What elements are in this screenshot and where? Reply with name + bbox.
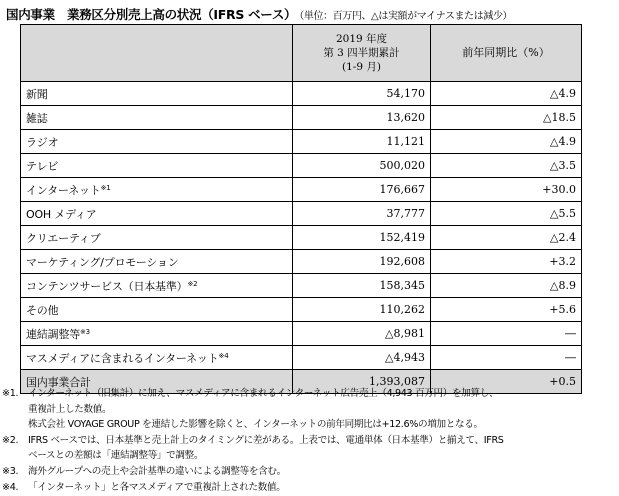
table-row xyxy=(21,298,582,322)
header-period-year: 2019 年度 xyxy=(335,33,388,45)
row-label: テレビ xyxy=(26,159,59,173)
row-label-cell xyxy=(21,226,293,250)
header-period-cell xyxy=(293,25,431,82)
row-label: 連結調整等 xyxy=(26,327,80,341)
row-label: コンテンツサービス（日本基準） xyxy=(26,279,188,293)
row-label-cell xyxy=(21,274,293,298)
row-value: 192,608 xyxy=(293,250,431,274)
table-row xyxy=(21,274,582,298)
row-label-cell xyxy=(21,130,293,154)
footnote-line xyxy=(2,480,616,496)
row-value: △8,981 xyxy=(293,322,431,346)
row-yoy: △5.5 xyxy=(431,202,582,226)
unit-note: （単位：百万円、△は実額がマイナスまたは減少） xyxy=(299,11,513,22)
row-yoy: +3.2 xyxy=(431,250,582,274)
row-label-cell xyxy=(21,202,293,226)
row-label-cell xyxy=(21,106,293,130)
segment-sales-table xyxy=(20,24,582,394)
row-yoy: +5.6 xyxy=(431,298,582,322)
row-value: 176,667 xyxy=(293,178,431,202)
row-yoy: △18.5 xyxy=(431,106,582,130)
footnote-text: 株式会社 VOYAGE GROUP を連結した影響を除くと、インターネットの前年同期比は+12.6%の増加となる。 xyxy=(28,419,483,431)
row-label: 新聞 xyxy=(26,87,48,101)
table-row xyxy=(21,154,582,178)
row-label-cell xyxy=(21,250,293,274)
row-note-ref: ※3 xyxy=(80,327,90,336)
row-label: 雑誌 xyxy=(26,111,48,125)
table-row xyxy=(21,226,582,250)
row-label-cell xyxy=(21,154,293,178)
row-label-cell xyxy=(21,178,293,202)
header-yoy-cell: 前年同期比（%） xyxy=(431,25,582,82)
row-label: その他 xyxy=(26,303,59,317)
footnote-mark: ※3. xyxy=(2,465,19,477)
row-yoy: △4.9 xyxy=(431,130,582,154)
table-row xyxy=(21,106,582,130)
table-row xyxy=(21,178,582,202)
row-label: OOH メディア xyxy=(26,207,97,221)
row-value: △4,943 xyxy=(293,346,431,370)
footnote-line xyxy=(2,386,616,402)
header-period-quarter: 第 3 四半期累計 xyxy=(323,47,400,59)
footnote-text: 重複計上した数値。 xyxy=(28,403,112,415)
row-label: マーケティング/プロモーション xyxy=(26,255,179,269)
footnote-mark: ※4. xyxy=(2,481,19,493)
row-yoy: △4.9 xyxy=(431,82,582,106)
footnote-text: 海外グループへの売上や会計基準の違いによる調整等を含む。 xyxy=(28,465,286,477)
footnote-line xyxy=(2,433,616,449)
row-label: クリエーティブ xyxy=(26,231,101,245)
row-yoy: ― xyxy=(431,322,582,346)
row-yoy: ― xyxy=(431,346,582,370)
row-value: 110,262 xyxy=(293,298,431,322)
footnote-text: IFRS ベースでは、日本基準と売上計上のタイミングに差がある。上表では、電通単体（日本基準）と揃えて、IFRS xyxy=(28,434,504,446)
row-label-cell xyxy=(21,298,293,322)
footnote-line xyxy=(2,448,616,464)
footnote-text: インターネット（旧集計）に加え、マスメディアに含まれるインターネット広告売上（4,943 百万円）を加算し、 xyxy=(28,388,499,399)
table-row xyxy=(21,82,582,106)
total-yoy: +0.5 xyxy=(431,370,582,394)
page-header xyxy=(6,4,616,22)
total-label: 国内事業合計 xyxy=(21,370,293,394)
row-yoy: △3.5 xyxy=(431,154,582,178)
row-value: 37,777 xyxy=(293,202,431,226)
footnote-text: ベースとの差額は「連結調整等」で調整。 xyxy=(28,450,204,462)
row-value: 158,345 xyxy=(293,274,431,298)
row-value: 500,020 xyxy=(293,154,431,178)
footnotes xyxy=(2,386,616,495)
footnote-line xyxy=(2,402,616,418)
footnote-mark: ※2. xyxy=(2,434,19,446)
row-label: インターネット xyxy=(26,183,101,197)
table-row xyxy=(21,130,582,154)
row-label-cell xyxy=(21,82,293,106)
footnote-mark: ※1. xyxy=(2,388,19,399)
table-header-row xyxy=(21,25,582,82)
row-label: ラジオ xyxy=(26,135,59,149)
row-note-ref: ※1 xyxy=(100,183,111,192)
row-yoy: +30.0 xyxy=(431,178,582,202)
table-row xyxy=(21,250,582,274)
row-label-cell xyxy=(21,322,293,346)
row-value: 152,419 xyxy=(293,226,431,250)
row-value: 11,121 xyxy=(293,130,431,154)
footnote-line xyxy=(2,464,616,480)
table-row xyxy=(21,322,582,346)
row-note-ref: ※2 xyxy=(187,279,198,288)
row-yoy: △2.4 xyxy=(431,226,582,250)
row-note-ref: ※4 xyxy=(218,351,229,360)
total-value: 1,393,087 xyxy=(293,370,431,394)
table-row xyxy=(21,202,582,226)
header-blank-cell xyxy=(21,25,293,82)
footnote-line xyxy=(2,417,616,433)
page-title: 国内事業 業務区分別売上高の状況（IFRS ベース） xyxy=(6,7,297,22)
row-value: 54,170 xyxy=(293,82,431,106)
footnote-text: 「インターネット」と各マスメディアで重複計上された数値。 xyxy=(28,481,286,493)
header-period-months: (1-9 月) xyxy=(342,61,381,73)
row-label-cell xyxy=(21,346,293,370)
row-yoy: △8.9 xyxy=(431,274,582,298)
row-value: 13,620 xyxy=(293,106,431,130)
table-row xyxy=(21,346,582,370)
row-label: マスメディアに含まれるインターネット xyxy=(26,351,219,365)
